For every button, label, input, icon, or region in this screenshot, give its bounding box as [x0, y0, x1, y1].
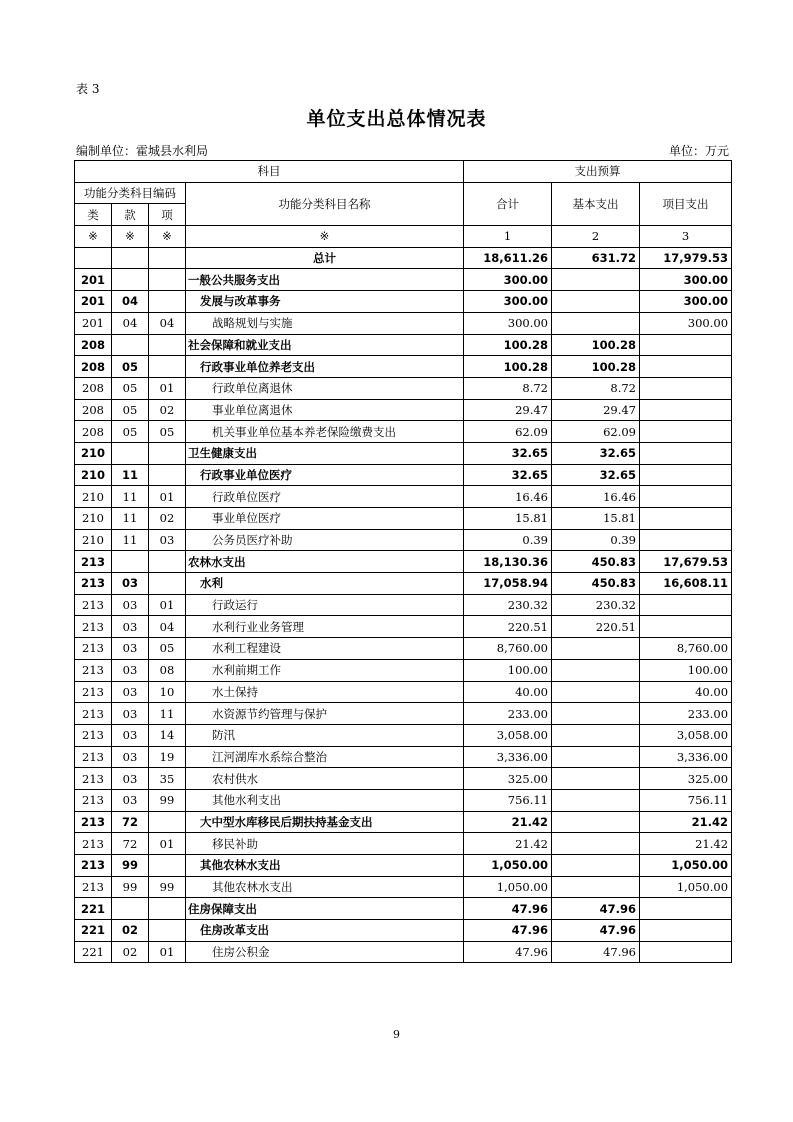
basic-cell: [552, 269, 640, 291]
basic-cell: [552, 789, 640, 811]
compiling-unit: 编制单位：霍城县水利局: [76, 144, 209, 158]
xiang-cell: 05: [149, 421, 186, 443]
project-cell: [640, 898, 732, 920]
kuan-cell: [112, 898, 149, 920]
subject-name-cell: 住房保障支出: [186, 898, 464, 920]
subject-name-cell: 水利前期工作: [186, 659, 464, 681]
total-cell: 32.65: [464, 464, 552, 486]
project-header: 项目支出: [640, 182, 732, 225]
col-index-3: 3: [640, 226, 732, 248]
basic-cell: [552, 291, 640, 313]
project-cell: 3,058.00: [640, 724, 732, 746]
lei-cell: 213: [75, 768, 112, 790]
subject-name-cell: 其他农林水支出: [186, 855, 464, 877]
lei-cell: 208: [75, 377, 112, 399]
kuan-cell: 11: [112, 486, 149, 508]
lei-cell: 213: [75, 551, 112, 573]
xiang-cell: 05: [149, 638, 186, 660]
mark-cell: ※: [75, 226, 112, 248]
basic-cell: 29.47: [552, 399, 640, 421]
total-project: 17,979.53: [640, 247, 732, 269]
subject-name-cell: 公务员医疗补助: [186, 529, 464, 551]
basic-cell: [552, 876, 640, 898]
kuan-cell: 03: [112, 724, 149, 746]
total-cell: 100.28: [464, 334, 552, 356]
project-cell: [640, 920, 732, 942]
lei-cell: 201: [75, 312, 112, 334]
basic-cell: [552, 768, 640, 790]
basic-cell: 62.09: [552, 421, 640, 443]
subject-name-cell: 江河湖库水系综合整治: [186, 746, 464, 768]
xiang-cell: [149, 551, 186, 573]
project-cell: 40.00: [640, 681, 732, 703]
subject-name-cell: 行政单位离退休: [186, 377, 464, 399]
project-cell: 3,336.00: [640, 746, 732, 768]
total-cell: 230.32: [464, 594, 552, 616]
basic-cell: [552, 811, 640, 833]
subject-name-cell: 水利工程建设: [186, 638, 464, 660]
kuan-cell: 11: [112, 529, 149, 551]
kuan-header: 款: [112, 204, 149, 226]
col-index-1: 1: [464, 226, 552, 248]
basic-cell: [552, 855, 640, 877]
table-row: [75, 486, 732, 508]
lei-cell: 221: [75, 898, 112, 920]
lei-cell: 213: [75, 746, 112, 768]
table-row: [75, 920, 732, 942]
xiang-cell: 10: [149, 681, 186, 703]
kuan-cell: [112, 334, 149, 356]
project-cell: 8,760.00: [640, 638, 732, 660]
basic-cell: [552, 724, 640, 746]
table-row: [75, 724, 732, 746]
xiang-cell: 01: [149, 594, 186, 616]
xiang-cell: 35: [149, 768, 186, 790]
xiang-cell: 03: [149, 529, 186, 551]
total-cell: 325.00: [464, 768, 552, 790]
table-row: [75, 681, 732, 703]
xiang-cell: [149, 269, 186, 291]
total-cell: 300.00: [464, 312, 552, 334]
table-row: [75, 399, 732, 421]
total-label: 总计: [186, 247, 464, 269]
lei-cell: 210: [75, 486, 112, 508]
total-cell: 32.65: [464, 442, 552, 464]
basic-cell: [552, 312, 640, 334]
kuan-cell: 03: [112, 703, 149, 725]
kuan-cell: 03: [112, 616, 149, 638]
subject-name-cell: 行政事业单位养老支出: [186, 356, 464, 378]
kuan-cell: 11: [112, 508, 149, 530]
kuan-cell: [112, 269, 149, 291]
kuan-cell: 72: [112, 811, 149, 833]
subject-name-cell: 发展与改革事务: [186, 291, 464, 313]
code-group-header: 功能分类科目编码: [75, 182, 186, 204]
total-sum: 18,611.26: [464, 247, 552, 269]
subject-name-cell: 住房公积金: [186, 941, 464, 963]
basic-cell: 230.32: [552, 594, 640, 616]
subject-name-cell: 其他农林水支出: [186, 876, 464, 898]
xiang-cell: [149, 573, 186, 595]
basic-cell: 0.39: [552, 529, 640, 551]
basic-cell: 100.28: [552, 356, 640, 378]
table-row: [75, 529, 732, 551]
lei-cell: 213: [75, 616, 112, 638]
lei-cell: 210: [75, 442, 112, 464]
total-cell: 300.00: [464, 291, 552, 313]
kuan-cell: 11: [112, 464, 149, 486]
total-cell: 756.11: [464, 789, 552, 811]
lei-cell: 201: [75, 269, 112, 291]
kuan-cell: [112, 551, 149, 573]
project-cell: 21.42: [640, 833, 732, 855]
table-row: [75, 898, 732, 920]
basic-cell: 450.83: [552, 573, 640, 595]
currency-unit: 单位：万元: [668, 144, 729, 158]
basic-cell: 47.96: [552, 898, 640, 920]
kuan-cell: 05: [112, 356, 149, 378]
lei-cell: 208: [75, 334, 112, 356]
project-cell: [640, 421, 732, 443]
project-cell: [640, 486, 732, 508]
total-row: [75, 247, 732, 269]
subject-name-cell: 其他水利支出: [186, 789, 464, 811]
basic-cell: 15.81: [552, 508, 640, 530]
table-row: [75, 811, 732, 833]
empty-cell: [112, 247, 149, 269]
total-cell: 62.09: [464, 421, 552, 443]
basic-cell: [552, 703, 640, 725]
basic-cell: 100.28: [552, 334, 640, 356]
total-cell: 100.28: [464, 356, 552, 378]
basic-cell: [552, 833, 640, 855]
project-cell: [640, 377, 732, 399]
lei-header: 类: [75, 204, 112, 226]
xiang-cell: 08: [149, 659, 186, 681]
subject-name-cell: 住房改革支出: [186, 920, 464, 942]
project-cell: 1,050.00: [640, 876, 732, 898]
xiang-cell: [149, 855, 186, 877]
mark-cell: ※: [149, 226, 186, 248]
xiang-cell: [149, 898, 186, 920]
lei-cell: 213: [75, 724, 112, 746]
xiang-cell: [149, 811, 186, 833]
basic-cell: 450.83: [552, 551, 640, 573]
table-row: [75, 269, 732, 291]
basic-cell: [552, 659, 640, 681]
project-cell: 325.00: [640, 768, 732, 790]
lei-cell: 213: [75, 681, 112, 703]
lei-cell: 213: [75, 659, 112, 681]
header-row-2: [75, 182, 732, 204]
kuan-cell: 03: [112, 573, 149, 595]
budget-header: 支出预算: [464, 161, 732, 183]
basic-header: 基本支出: [552, 182, 640, 225]
project-cell: [640, 594, 732, 616]
kuan-cell: 99: [112, 855, 149, 877]
total-cell: 233.00: [464, 703, 552, 725]
total-cell: 1,050.00: [464, 876, 552, 898]
kuan-cell: 02: [112, 920, 149, 942]
table-tag: 表 3: [76, 82, 100, 96]
lei-cell: 208: [75, 356, 112, 378]
total-cell: 21.42: [464, 811, 552, 833]
subject-name-cell: 水土保持: [186, 681, 464, 703]
table-row: [75, 377, 732, 399]
xiang-cell: [149, 291, 186, 313]
basic-cell: 32.65: [552, 442, 640, 464]
lei-cell: 210: [75, 464, 112, 486]
xiang-cell: 04: [149, 312, 186, 334]
xiang-cell: [149, 464, 186, 486]
basic-cell: 16.46: [552, 486, 640, 508]
subject-name-cell: 水利行业业务管理: [186, 616, 464, 638]
project-cell: [640, 334, 732, 356]
total-cell: 220.51: [464, 616, 552, 638]
subject-name-cell: 水利: [186, 573, 464, 595]
basic-cell: 220.51: [552, 616, 640, 638]
table-row: [75, 746, 732, 768]
table-row: [75, 768, 732, 790]
lei-cell: 221: [75, 920, 112, 942]
project-cell: 16,608.11: [640, 573, 732, 595]
project-cell: 17,679.53: [640, 551, 732, 573]
subject-name-cell: 行政运行: [186, 594, 464, 616]
table-row: [75, 464, 732, 486]
name-header: 功能分类科目名称: [186, 182, 464, 225]
table-row: [75, 421, 732, 443]
lei-cell: 213: [75, 811, 112, 833]
table-row: [75, 508, 732, 530]
total-header: 合计: [464, 182, 552, 225]
kuan-cell: 03: [112, 594, 149, 616]
kuan-cell: [112, 442, 149, 464]
xiang-cell: 11: [149, 703, 186, 725]
table-row: [75, 616, 732, 638]
project-cell: [640, 941, 732, 963]
header-row-1: [75, 161, 732, 183]
lei-cell: 210: [75, 508, 112, 530]
table-row: [75, 442, 732, 464]
xiang-cell: 04: [149, 616, 186, 638]
lei-cell: 208: [75, 421, 112, 443]
project-cell: [640, 356, 732, 378]
xiang-cell: 99: [149, 876, 186, 898]
lei-cell: 210: [75, 529, 112, 551]
project-cell: [640, 464, 732, 486]
lei-cell: 213: [75, 789, 112, 811]
project-cell: 756.11: [640, 789, 732, 811]
kuan-cell: 04: [112, 312, 149, 334]
table-row: [75, 941, 732, 963]
xiang-header: 项: [149, 204, 186, 226]
lei-cell: 213: [75, 703, 112, 725]
kuan-cell: 03: [112, 768, 149, 790]
table-row: [75, 638, 732, 660]
col-index-2: 2: [552, 226, 640, 248]
mark-cell: ※: [186, 226, 464, 248]
total-cell: 18,130.36: [464, 551, 552, 573]
project-cell: 233.00: [640, 703, 732, 725]
xiang-cell: [149, 442, 186, 464]
kuan-cell: 03: [112, 789, 149, 811]
empty-cell: [75, 247, 112, 269]
table-row: [75, 551, 732, 573]
table-row: [75, 659, 732, 681]
kuan-cell: 02: [112, 941, 149, 963]
table-row: [75, 855, 732, 877]
project-cell: 300.00: [640, 312, 732, 334]
page-title: 单位支出总体情况表: [306, 108, 487, 130]
lei-cell: 208: [75, 399, 112, 421]
project-cell: 300.00: [640, 269, 732, 291]
total-cell: 300.00: [464, 269, 552, 291]
total-cell: 47.96: [464, 898, 552, 920]
project-cell: 100.00: [640, 659, 732, 681]
xiang-cell: 02: [149, 399, 186, 421]
project-cell: [640, 508, 732, 530]
xiang-cell: 01: [149, 941, 186, 963]
kuan-cell: 99: [112, 876, 149, 898]
table-row: [75, 876, 732, 898]
subject-name-cell: 移民补助: [186, 833, 464, 855]
table-row: [75, 334, 732, 356]
subject-name-cell: 社会保障和就业支出: [186, 334, 464, 356]
subject-name-cell: 水资源节约管理与保护: [186, 703, 464, 725]
page-number: 9: [393, 1028, 400, 1041]
basic-cell: 32.65: [552, 464, 640, 486]
xiang-cell: 01: [149, 833, 186, 855]
project-cell: [640, 399, 732, 421]
total-cell: 40.00: [464, 681, 552, 703]
total-cell: 8,760.00: [464, 638, 552, 660]
total-cell: 17,058.94: [464, 573, 552, 595]
subject-name-cell: 战略规划与实施: [186, 312, 464, 334]
total-cell: 3,058.00: [464, 724, 552, 746]
kuan-cell: 03: [112, 746, 149, 768]
total-cell: 47.96: [464, 920, 552, 942]
kuan-cell: 72: [112, 833, 149, 855]
kuan-cell: 04: [112, 291, 149, 313]
table-row: [75, 573, 732, 595]
subject-name-cell: 行政事业单位医疗: [186, 464, 464, 486]
basic-cell: [552, 746, 640, 768]
total-cell: 3,336.00: [464, 746, 552, 768]
kuan-cell: 05: [112, 377, 149, 399]
total-cell: 16.46: [464, 486, 552, 508]
kuan-cell: 03: [112, 638, 149, 660]
project-cell: 1,050.00: [640, 855, 732, 877]
subject-name-cell: 大中型水库移民后期扶持基金支出: [186, 811, 464, 833]
xiang-cell: 01: [149, 377, 186, 399]
table-row: [75, 789, 732, 811]
total-cell: 1,050.00: [464, 855, 552, 877]
total-cell: 21.42: [464, 833, 552, 855]
total-cell: 47.96: [464, 941, 552, 963]
subject-name-cell: 事业单位医疗: [186, 508, 464, 530]
lei-cell: 221: [75, 941, 112, 963]
subject-header: 科目: [75, 161, 464, 183]
total-cell: 100.00: [464, 659, 552, 681]
subject-name-cell: 农村供水: [186, 768, 464, 790]
basic-cell: 47.96: [552, 920, 640, 942]
lei-cell: 213: [75, 855, 112, 877]
lei-cell: 213: [75, 833, 112, 855]
total-cell: 8.72: [464, 377, 552, 399]
lei-cell: 213: [75, 573, 112, 595]
project-cell: 300.00: [640, 291, 732, 313]
subject-name-cell: 事业单位离退休: [186, 399, 464, 421]
subject-name-cell: 卫生健康支出: [186, 442, 464, 464]
xiang-cell: [149, 356, 186, 378]
xiang-cell: [149, 920, 186, 942]
kuan-cell: 03: [112, 681, 149, 703]
subject-name-cell: 防汛: [186, 724, 464, 746]
table-row: [75, 356, 732, 378]
basic-cell: [552, 681, 640, 703]
project-cell: 21.42: [640, 811, 732, 833]
basic-cell: 47.96: [552, 941, 640, 963]
table-row: [75, 833, 732, 855]
total-cell: 0.39: [464, 529, 552, 551]
kuan-cell: 05: [112, 399, 149, 421]
table-row: [75, 703, 732, 725]
basic-cell: 8.72: [552, 377, 640, 399]
lei-cell: 213: [75, 638, 112, 660]
mark-cell: ※: [112, 226, 149, 248]
subject-name-cell: 机关事业单位基本养老保险缴费支出: [186, 421, 464, 443]
project-cell: [640, 616, 732, 638]
xiang-cell: 99: [149, 789, 186, 811]
xiang-cell: 14: [149, 724, 186, 746]
total-cell: 15.81: [464, 508, 552, 530]
lei-cell: 213: [75, 876, 112, 898]
subject-name-cell: 行政单位医疗: [186, 486, 464, 508]
total-cell: 29.47: [464, 399, 552, 421]
empty-cell: [149, 247, 186, 269]
header-row-4: [75, 226, 732, 248]
project-cell: [640, 529, 732, 551]
lei-cell: 201: [75, 291, 112, 313]
expenditure-table: [74, 160, 732, 963]
kuan-cell: 03: [112, 659, 149, 681]
subject-name-cell: 一般公共服务支出: [186, 269, 464, 291]
table-row: [75, 594, 732, 616]
table-row: [75, 291, 732, 313]
xiang-cell: 19: [149, 746, 186, 768]
total-basic: 631.72: [552, 247, 640, 269]
xiang-cell: 01: [149, 486, 186, 508]
project-cell: [640, 442, 732, 464]
table-row: [75, 312, 732, 334]
lei-cell: 213: [75, 594, 112, 616]
xiang-cell: 02: [149, 508, 186, 530]
kuan-cell: 05: [112, 421, 149, 443]
subject-name-cell: 农林水支出: [186, 551, 464, 573]
xiang-cell: [149, 334, 186, 356]
basic-cell: [552, 638, 640, 660]
